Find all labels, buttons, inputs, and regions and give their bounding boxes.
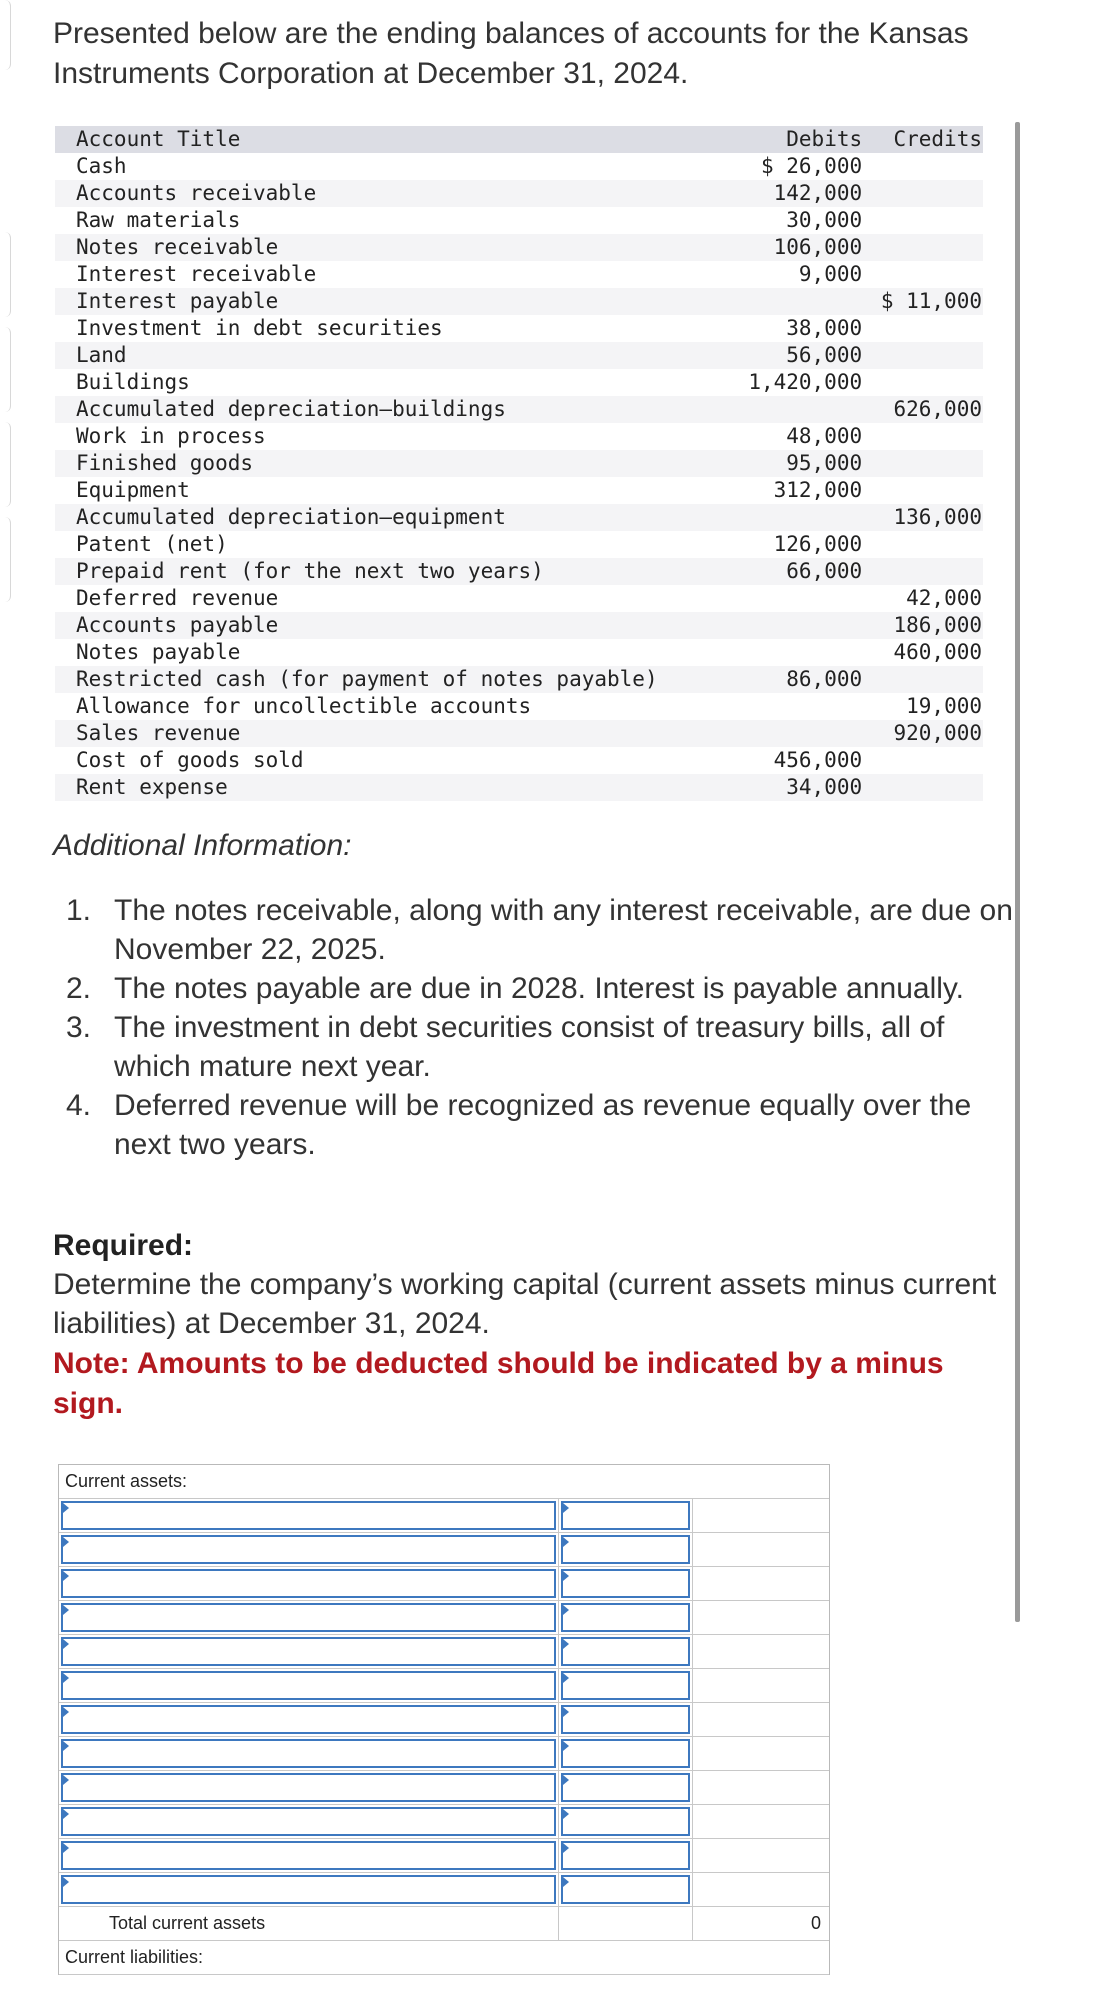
required-title: Required: xyxy=(53,1229,194,1262)
scrollbar[interactable] xyxy=(1015,122,1020,1622)
table-row xyxy=(55,261,983,288)
account-name-cell xyxy=(59,1839,559,1872)
current-asset-input-row xyxy=(59,1567,829,1601)
debit-cell: 34,000 xyxy=(786,775,863,799)
account-name-input[interactable] xyxy=(61,1841,556,1870)
table-row xyxy=(55,369,983,396)
table-row xyxy=(55,207,983,234)
debit-cell: 312,000 xyxy=(773,478,863,502)
account-title-cell: Cost of goods sold xyxy=(76,748,304,772)
account-name-input[interactable] xyxy=(61,1773,556,1802)
debit-cell xyxy=(735,585,862,612)
table-row xyxy=(55,450,983,477)
debit-cell: $ 26,000 xyxy=(760,154,863,178)
account-title-cell: Accumulated depreciation—buildings xyxy=(76,397,506,421)
debit-cell: 456,000 xyxy=(773,748,863,772)
left-panel-edge xyxy=(0,232,11,317)
account-name-cell xyxy=(59,1635,559,1668)
amount-cell xyxy=(559,1771,693,1804)
current-assets-label-row xyxy=(59,1465,829,1499)
table-row xyxy=(55,180,983,207)
account-name-cell xyxy=(59,1703,559,1736)
intro-text: Presented below are the ending balances of accounts for the Kansas Instruments Corporation at December 31, 2024. xyxy=(53,17,969,90)
list-item-text: The notes payable are due in 2028. Interest is payable annually. xyxy=(114,972,965,1005)
credit-cell xyxy=(862,747,983,774)
credit-cell xyxy=(862,315,983,342)
account-title-cell: Prepaid rent (for the next two years) xyxy=(76,559,544,583)
total-current-assets-row xyxy=(59,1907,829,1941)
header-debits: Debits xyxy=(786,127,863,151)
credit-cell: 920,000 xyxy=(893,721,982,745)
account-title-cell: Allowance for uncollectible accounts xyxy=(76,694,532,718)
credit-cell xyxy=(862,234,983,261)
amount-input[interactable] xyxy=(561,1875,690,1904)
amount-cell xyxy=(559,1669,693,1702)
account-name-cell xyxy=(59,1805,559,1838)
debit-cell xyxy=(735,693,862,720)
credit-cell xyxy=(862,558,983,585)
table-row xyxy=(55,234,983,261)
credit-cell xyxy=(862,477,983,504)
debit-cell: 30,000 xyxy=(786,208,863,232)
debit-cell xyxy=(735,396,862,423)
total-current-assets-label: Total current assets xyxy=(59,1907,559,1940)
account-title-cell: Deferred revenue xyxy=(76,586,279,610)
amount-input[interactable] xyxy=(561,1773,690,1802)
amount-input[interactable] xyxy=(561,1807,690,1836)
table-row xyxy=(55,666,983,693)
account-title-cell: Interest receivable xyxy=(76,262,317,286)
account-title-cell: Investment in debt securities xyxy=(76,316,443,340)
total-column-cell xyxy=(693,1635,829,1668)
left-panel-edge xyxy=(0,327,11,412)
table-row xyxy=(55,720,983,747)
current-asset-input-row xyxy=(59,1737,829,1771)
account-title-cell: Restricted cash (for payment of notes payable) xyxy=(76,667,658,691)
list-item-number: 1. xyxy=(66,894,92,927)
credit-cell: 42,000 xyxy=(906,586,982,610)
account-name-cell xyxy=(59,1737,559,1770)
account-title-cell: Notes payable xyxy=(76,640,241,664)
amount-cell xyxy=(559,1873,693,1906)
current-asset-input-row xyxy=(59,1805,829,1839)
amount-cell xyxy=(559,1703,693,1736)
account-title-cell: Buildings xyxy=(76,370,190,394)
current-asset-input-row xyxy=(59,1839,829,1873)
amount-cell xyxy=(559,1805,693,1838)
total-column-cell xyxy=(693,1873,829,1906)
left-panel-edge xyxy=(0,0,11,70)
list-item xyxy=(66,1086,1026,1164)
account-name-cell xyxy=(59,1873,559,1906)
total-column-cell xyxy=(693,1771,829,1804)
current-asset-input-row xyxy=(59,1635,829,1669)
account-name-cell xyxy=(59,1771,559,1804)
amount-cell xyxy=(559,1499,693,1532)
total-column-cell xyxy=(693,1805,829,1838)
credit-cell xyxy=(862,180,983,207)
total-current-assets-empty-cell xyxy=(559,1907,693,1940)
credit-cell: 186,000 xyxy=(893,613,982,637)
list-item-number: 3. xyxy=(66,1011,92,1044)
account-title-cell: Raw materials xyxy=(76,208,241,232)
account-title-cell: Accounts receivable xyxy=(76,181,317,205)
total-column-cell xyxy=(693,1703,829,1736)
table-row xyxy=(55,315,983,342)
trial-balance-table xyxy=(55,126,983,801)
account-name-input[interactable] xyxy=(61,1671,556,1700)
account-name-input[interactable] xyxy=(61,1637,556,1666)
table-row xyxy=(55,504,983,531)
account-name-input[interactable] xyxy=(61,1705,556,1734)
account-title-cell: Patent (net) xyxy=(76,532,228,556)
debit-cell: 9,000 xyxy=(798,262,863,286)
header-account-title: Account Title xyxy=(76,127,241,151)
working-capital-form xyxy=(58,1464,830,1975)
amount-cell xyxy=(559,1737,693,1770)
table-row xyxy=(55,423,983,450)
table-row xyxy=(55,612,983,639)
current-liabilities-label-row xyxy=(59,1941,829,1975)
credit-cell xyxy=(862,369,983,396)
total-column-cell xyxy=(693,1499,829,1532)
account-name-cell xyxy=(59,1499,559,1532)
amount-input[interactable] xyxy=(561,1705,690,1734)
current-asset-input-row xyxy=(59,1669,829,1703)
account-title-cell: Finished goods xyxy=(76,451,254,475)
table-row xyxy=(55,585,983,612)
current-asset-input-row xyxy=(59,1499,829,1533)
credit-cell xyxy=(862,531,983,558)
left-panel-edge xyxy=(0,422,11,507)
account-title-cell: Interest payable xyxy=(76,289,279,313)
credit-cell: 626,000 xyxy=(893,397,982,421)
amount-input[interactable] xyxy=(561,1671,690,1700)
list-item-text: The investment in debt securities consist of treasury bills, all of which mature next year. xyxy=(114,1011,945,1083)
total-column-cell xyxy=(693,1567,829,1600)
credit-cell xyxy=(862,774,983,801)
list-item xyxy=(66,969,1026,1008)
current-liabilities-label: Current liabilities: xyxy=(65,1947,204,1967)
list-item xyxy=(66,891,1026,969)
amount-input[interactable] xyxy=(561,1739,690,1768)
credit-cell xyxy=(862,450,983,477)
total-column-cell xyxy=(693,1601,829,1634)
list-item xyxy=(66,1008,1026,1086)
amount-cell xyxy=(559,1601,693,1634)
account-name-input[interactable] xyxy=(61,1569,556,1598)
table-row xyxy=(55,477,983,504)
account-title-cell: Accumulated depreciation—equipment xyxy=(76,505,506,529)
account-name-cell xyxy=(59,1601,559,1634)
debit-cell: 106,000 xyxy=(773,235,863,259)
account-name-input[interactable] xyxy=(61,1501,556,1530)
current-asset-input-row xyxy=(59,1873,829,1907)
debit-cell: 56,000 xyxy=(786,343,863,367)
list-item-number: 4. xyxy=(66,1089,92,1122)
credit-cell xyxy=(862,207,983,234)
debit-cell: 86,000 xyxy=(786,667,863,691)
current-assets-label: Current assets: xyxy=(65,1471,188,1491)
debit-cell: 66,000 xyxy=(786,559,863,583)
debit-cell: 95,000 xyxy=(786,451,863,475)
table-row xyxy=(55,396,983,423)
total-column-cell xyxy=(693,1839,829,1872)
debit-cell xyxy=(735,612,862,639)
table-header-row xyxy=(55,126,983,153)
account-title-cell: Rent expense xyxy=(76,775,228,799)
table-row xyxy=(55,747,983,774)
debit-cell: 142,000 xyxy=(773,181,863,205)
account-title-cell: Notes receivable xyxy=(76,235,279,259)
account-title-cell: Sales revenue xyxy=(76,721,241,745)
additional-info-title: Additional Information: xyxy=(53,829,352,862)
account-name-cell xyxy=(59,1567,559,1600)
table-row xyxy=(55,558,983,585)
credit-cell: 19,000 xyxy=(906,694,982,718)
account-title-cell: Accounts payable xyxy=(76,613,279,637)
note-text: Note: Amounts to be deducted should be indicated by a minus sign. xyxy=(53,1347,944,1420)
additional-info-list xyxy=(66,891,1026,1164)
table-row xyxy=(55,639,983,666)
credit-cell xyxy=(862,666,983,693)
account-name-input[interactable] xyxy=(61,1535,556,1564)
debit-cell: 38,000 xyxy=(786,316,863,340)
account-title-cell: Cash xyxy=(76,154,127,178)
amount-input[interactable] xyxy=(561,1535,690,1564)
current-asset-input-row xyxy=(59,1601,829,1635)
debit-cell xyxy=(735,720,862,747)
total-current-assets-value: 0 xyxy=(810,1913,821,1933)
list-item-number: 2. xyxy=(66,972,92,1005)
credit-cell: 136,000 xyxy=(893,505,982,529)
credit-cell xyxy=(862,153,983,180)
debit-cell: 1,420,000 xyxy=(748,370,863,394)
credit-cell: 460,000 xyxy=(893,640,982,664)
account-name-input[interactable] xyxy=(61,1739,556,1768)
debit-cell xyxy=(735,639,862,666)
table-row xyxy=(55,342,983,369)
list-item-text: The notes receivable, along with any interest receivable, are due on November 22, 2025. xyxy=(114,894,1013,966)
credit-cell xyxy=(862,261,983,288)
account-name-input[interactable] xyxy=(61,1807,556,1836)
account-title-cell: Equipment xyxy=(76,478,190,502)
total-column-cell xyxy=(693,1737,829,1770)
required-text: Determine the company’s working capital (current assets minus current liabilities) at December 31, 2024. xyxy=(53,1268,997,1340)
current-asset-input-row xyxy=(59,1703,829,1737)
account-name-cell xyxy=(59,1669,559,1702)
debit-cell: 126,000 xyxy=(773,532,863,556)
amount-cell xyxy=(559,1839,693,1872)
amount-input[interactable] xyxy=(561,1603,690,1632)
credit-cell xyxy=(862,423,983,450)
table-row xyxy=(55,288,983,315)
amount-input[interactable] xyxy=(561,1637,690,1666)
account-name-input[interactable] xyxy=(61,1875,556,1904)
debit-cell xyxy=(735,288,862,315)
amount-cell xyxy=(559,1635,693,1668)
amount-cell xyxy=(559,1567,693,1600)
account-title-cell: Work in process xyxy=(76,424,266,448)
account-name-input[interactable] xyxy=(61,1603,556,1632)
debit-cell: 48,000 xyxy=(786,424,863,448)
table-row xyxy=(55,693,983,720)
amount-input[interactable] xyxy=(561,1569,690,1598)
table-row xyxy=(55,153,983,180)
amount-input[interactable] xyxy=(561,1501,690,1530)
account-name-cell xyxy=(59,1533,559,1566)
account-title-cell: Land xyxy=(76,343,127,367)
current-asset-input-row xyxy=(59,1771,829,1805)
debit-cell xyxy=(735,504,862,531)
table-row xyxy=(55,531,983,558)
credit-cell: $ 11,000 xyxy=(880,289,982,313)
table-row xyxy=(55,774,983,801)
left-panel-edge xyxy=(0,517,11,602)
total-column-cell xyxy=(693,1533,829,1566)
total-column-cell xyxy=(693,1669,829,1702)
credit-cell xyxy=(862,342,983,369)
amount-input[interactable] xyxy=(561,1841,690,1870)
current-asset-input-row xyxy=(59,1533,829,1567)
amount-cell xyxy=(559,1533,693,1566)
header-credits: Credits xyxy=(893,127,982,151)
list-item-text: Deferred revenue will be recognized as revenue equally over the next two years. xyxy=(114,1089,972,1161)
